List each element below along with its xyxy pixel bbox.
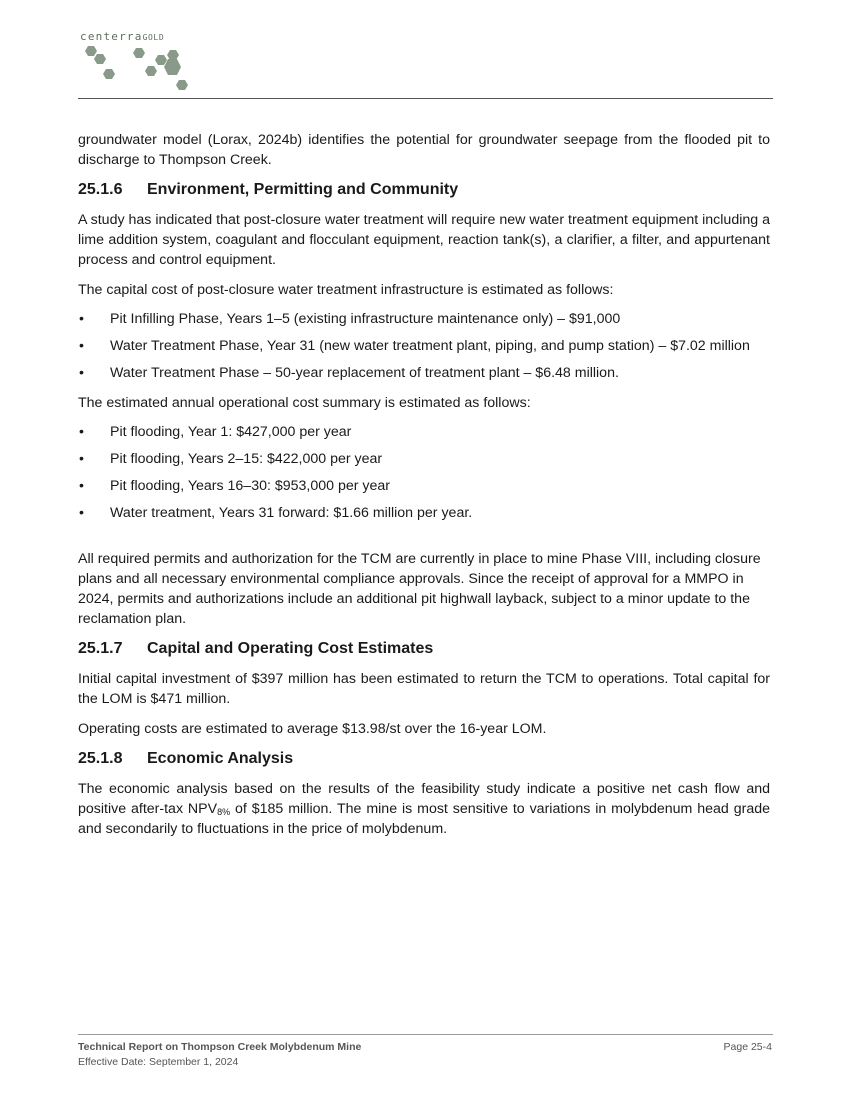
list-item: • Pit flooding, Year 1: $427,000 per year bbox=[78, 422, 770, 442]
footer-page-number: Page 25-4 bbox=[723, 1041, 772, 1053]
section-title: Economic Analysis bbox=[147, 750, 294, 767]
list-item: • Water Treatment Phase, Year 31 (new water treatment plant, piping, and pump station) – $7.02 million bbox=[78, 336, 770, 356]
section-number: 25.1.6 bbox=[78, 181, 123, 198]
section-heading-25-1-7 bbox=[78, 639, 770, 659]
section-heading-25-1-6 bbox=[78, 180, 770, 200]
logo-hexagon bbox=[155, 55, 167, 65]
paragraph: Initial capital investment of $397 million has been estimated to return the TCM to operations. Total capital for the LOM is $471 million. bbox=[78, 671, 770, 707]
list-item: • Pit Infilling Phase, Years 1–5 (existing infrastructure maintenance only) – $91,000 bbox=[78, 309, 770, 329]
header-divider bbox=[78, 98, 773, 99]
logo-text-gold: GOLD bbox=[142, 33, 165, 42]
operating-cost-list bbox=[78, 422, 770, 523]
section-heading-25-1-8 bbox=[78, 749, 770, 769]
paragraph: The estimated annual operational cost summary is estimated as follows: bbox=[78, 395, 531, 411]
paragraph: All required permits and authorization for the TCM are currently in place to mine Phase VIII, including closure plans and all necessary environmental compliance approvals. Since the receipt of approval for a MMPO in 2024, permits and authorizations include an additional pit highwall layback, subject to a minor update to the reclamation plan. bbox=[78, 551, 761, 627]
section-number: 25.1.8 bbox=[78, 750, 123, 767]
hexagon-logo-icon bbox=[78, 43, 198, 95]
paragraph-text: of $185 million. The mine is most sensitive to variations in molybdenum head grade and secondarily to fluctuations in the price of molybdenum. bbox=[78, 801, 770, 837]
capital-cost-list bbox=[78, 309, 770, 383]
paragraph: A study has indicated that post-closure water treatment will require new water treatment equipment including a lime addition system, coagulant and flocculant equipment, reaction tank(s), a clarifier, a filter, and appurtenant process and control equipment. bbox=[78, 212, 770, 268]
logo-hexagon bbox=[94, 54, 106, 64]
section-title: Environment, Permitting and Community bbox=[147, 181, 459, 198]
section-title: Capital and Operating Cost Estimates bbox=[147, 640, 434, 657]
logo-hexagon bbox=[167, 50, 179, 60]
company-logo-text bbox=[80, 30, 164, 43]
logo-hexagon bbox=[145, 66, 157, 76]
paragraph-text: The economic analysis based on the results of the feasibility study indicate a positive net cash flow and positive after-tax NPV bbox=[78, 781, 770, 817]
section-number: 25.1.7 bbox=[78, 640, 123, 657]
logo-hexagon bbox=[164, 59, 181, 75]
document-body bbox=[78, 130, 770, 849]
list-item: • Pit flooding, Years 2–15: $422,000 per year bbox=[78, 449, 770, 469]
list-item: • Water treatment, Years 31 forward: $1.66 million per year. bbox=[78, 503, 770, 523]
paragraph: The capital cost of post-closure water treatment infrastructure is estimated as follows: bbox=[78, 282, 614, 298]
paragraph: Operating costs are estimated to average $13.98/st over the 16-year LOM. bbox=[78, 721, 547, 737]
logo-hexagon bbox=[103, 69, 115, 79]
logo-hexagon bbox=[85, 46, 97, 56]
logo-hexagon bbox=[133, 48, 145, 58]
list-item: • Pit flooding, Years 16–30: $953,000 per year bbox=[78, 476, 770, 496]
logo-hexagon bbox=[176, 80, 188, 90]
footer-report-title: Technical Report on Thompson Creek Molybdenum Mine bbox=[78, 1041, 362, 1053]
subscript: 8% bbox=[217, 807, 231, 817]
page-footer bbox=[78, 1040, 361, 1070]
footer-effective-date: Effective Date: September 1, 2024 bbox=[78, 1056, 239, 1068]
list-item: • Water Treatment Phase – 50-year replacement of treatment plant – $6.48 million. bbox=[78, 363, 770, 383]
paragraph bbox=[78, 779, 770, 839]
footer-divider bbox=[78, 1034, 773, 1035]
page-header bbox=[78, 28, 773, 100]
intro-paragraph: groundwater model (Lorax, 2024b) identifies the potential for groundwater seepage from the flooded pit to discharge to Thompson Creek. bbox=[78, 132, 770, 168]
logo-text-main: centerra bbox=[80, 30, 143, 43]
